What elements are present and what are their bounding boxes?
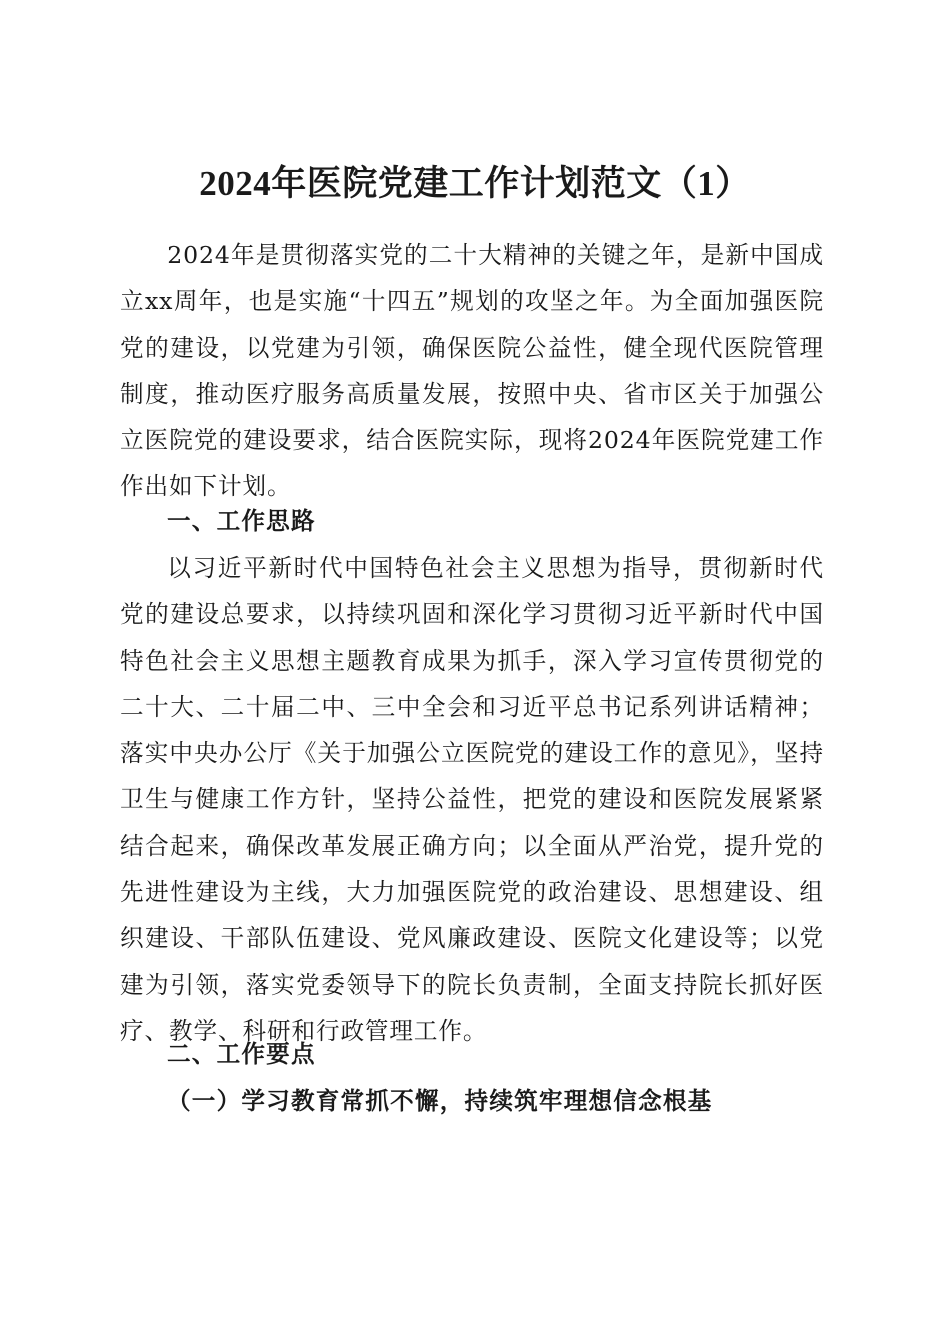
subsection-heading-study-education: （一）学习教育常抓不懈，持续筑牢理想信念根基 bbox=[167, 1087, 713, 1115]
section-heading-work-approach: 一、工作思路 bbox=[167, 507, 316, 535]
section-heading-work-points: 二、工作要点 bbox=[167, 1040, 316, 1068]
work-approach-paragraph: 以习近平新时代中国特色社会主义思想为指导，贯彻新时代党的建设总要求，以持续巩固和深化学习贯彻习近平新时代中国特色社会主义思想主题教育成果为抓手，深入学习宣传贯彻党的二十大、二十届二中、三中全会和习近平总书记系列讲话精神；落实中央办公厅《关于加强公立医院党的建设工作的意见》，坚持卫生与健康工作方针，坚持公益性，把党的建设和医院发展紧紧结合起来，确保改革发展正确方向；以全面从严治党，提升党的先进性建设为主线，大力加强医院党的政治建设、思想建设、组织建设、干部队伍建设、党风廉政建设、医院文化建设等；以党建为引领，落实党委领导下的院长负责制，全面支持院长抓好医疗、教学、科研和行政管理工作。 bbox=[120, 554, 824, 1045]
intro-paragraph: 2024年是贯彻落实党的二十大精神的关键之年，是新中国成立xx周年，也是实施“十四五”规划的攻坚之年。为全面加强医院党的建设，以党建为引领，确保医院公益性，健全现代医院管理制度，推动医疗服务高质量发展，按照中央、省市区关于加强公立医院党的建设要求，结合医院实际，现将2024年医院党建工作作出如下计划。 bbox=[120, 241, 824, 501]
document-title: 2024年医院党建工作计划范文（1） bbox=[199, 164, 751, 204]
